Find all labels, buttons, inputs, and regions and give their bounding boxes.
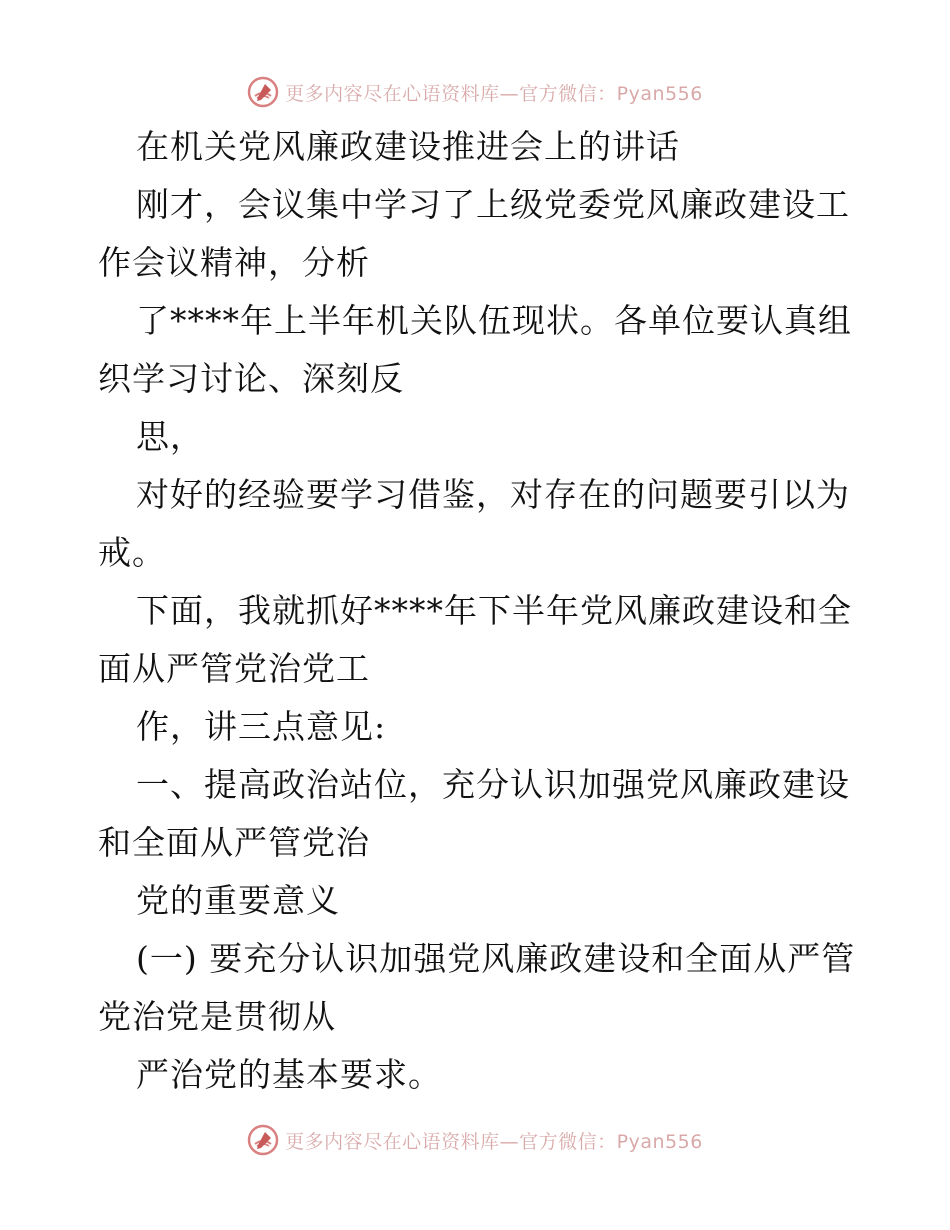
paragraph-line: 作会议精神，分析 <box>98 243 370 282</box>
watermark-text: 更多内容尽在心语资料库—官方微信：Pyan556 <box>285 1130 703 1153</box>
paragraph-line: 面从严管党治党工 <box>98 649 370 688</box>
subsection-heading: 严治党的基本要求。 <box>136 1055 442 1094</box>
section-heading: 党的重要意义 <box>136 881 340 920</box>
paragraph-line: 思， <box>136 417 204 456</box>
paragraph-line: 刚才，会议集中学习了上级党委党风廉政建设工 <box>136 185 850 224</box>
paragraph-line: 织学习讨论、深刻反 <box>98 359 404 398</box>
section-heading: 和全面从严管党治 <box>98 823 370 862</box>
section-heading: 一、提高政治站位，充分认识加强党风廉政建设 <box>136 765 850 804</box>
document-title: 在机关党风廉政建设推进会上的讲话 <box>136 127 680 166</box>
paragraph-line: 了****年上半年机关队伍现状。各单位要认真组 <box>136 301 852 340</box>
document-body <box>98 118 858 1104</box>
paragraph-line: 戒。 <box>98 533 166 572</box>
subsection-heading: 党治党是贯彻从 <box>98 997 336 1036</box>
paragraph-line: 下面，我就抓好****年下半年党风廉政建设和全 <box>136 591 852 630</box>
book-pen-logo-icon <box>247 76 279 108</box>
paragraph-line: 对好的经验要学习借鉴，对存在的问题要引以为 <box>136 475 850 514</box>
watermark-text: 更多内容尽在心语资料库—官方微信：Pyan556 <box>285 82 703 105</box>
watermark-header <box>0 72 950 112</box>
watermark-footer <box>0 1120 950 1160</box>
subsection-heading: (一) 要充分认识加强党风廉政建设和全面从严管 <box>136 939 856 978</box>
book-pen-logo-icon <box>247 1124 279 1156</box>
paragraph-line: 作，讲三点意见: <box>136 707 387 746</box>
